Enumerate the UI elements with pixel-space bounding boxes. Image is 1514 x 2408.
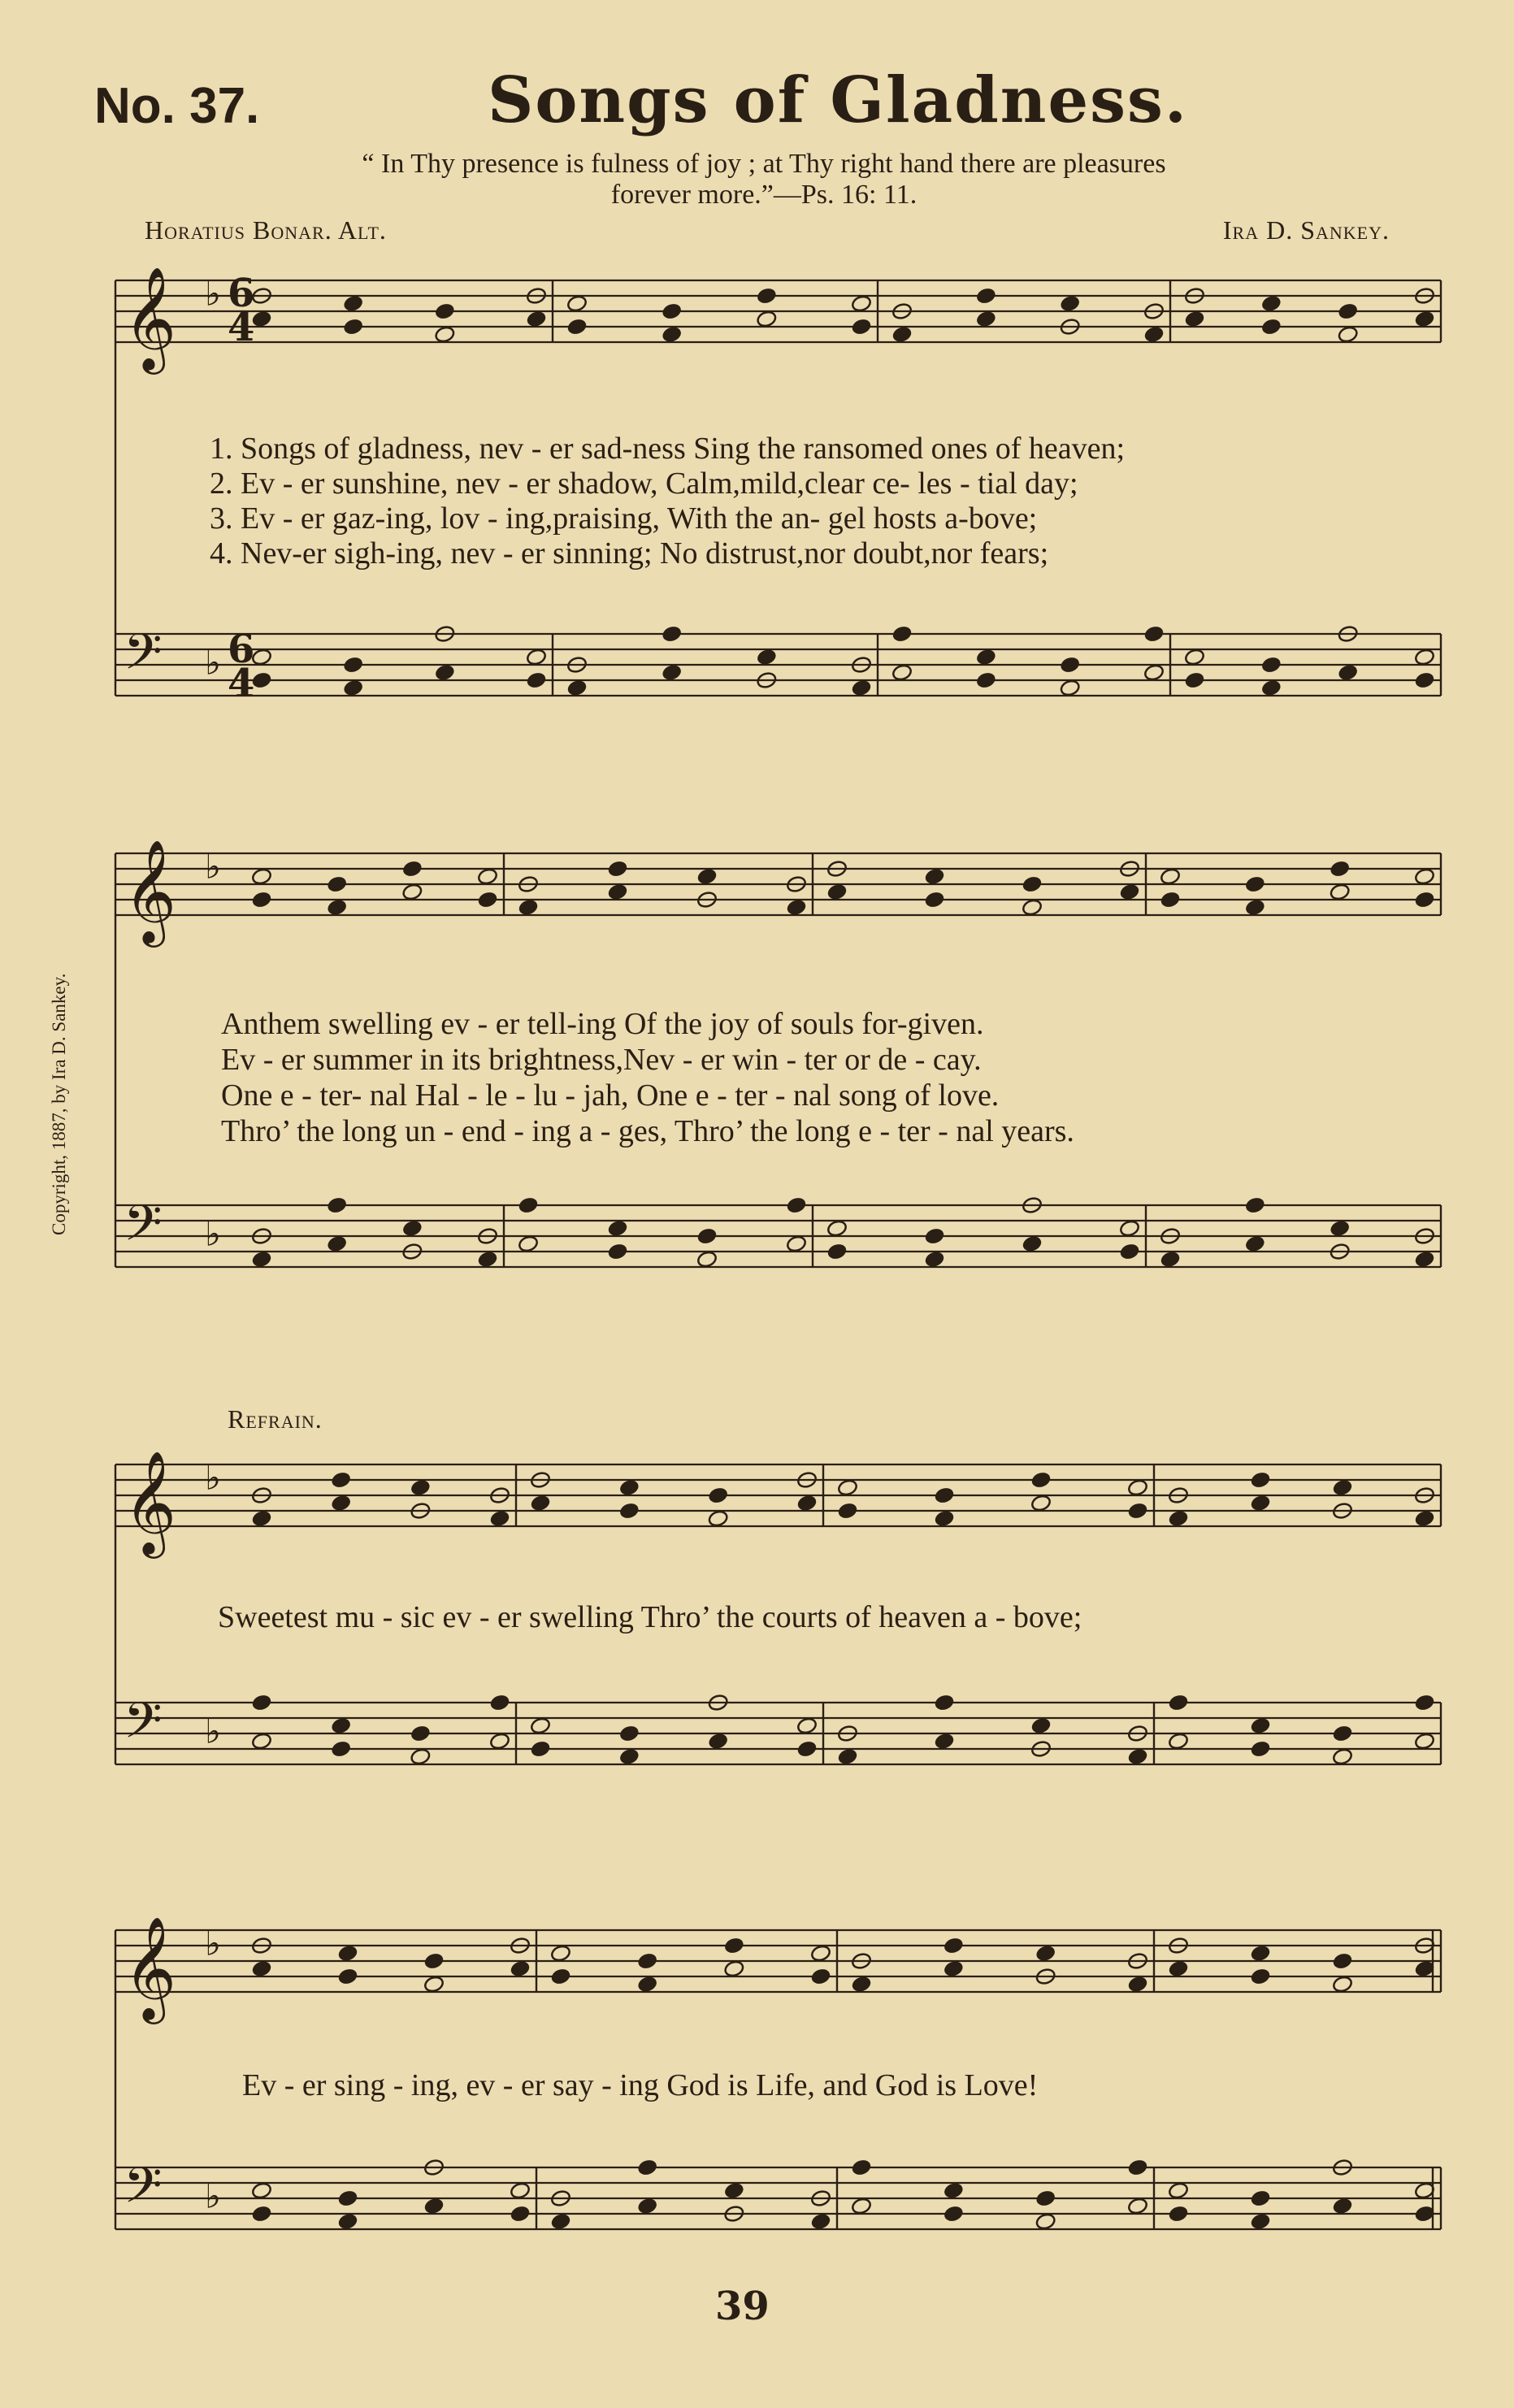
note-head — [1022, 875, 1043, 894]
note-head — [1022, 898, 1043, 917]
note-head — [637, 2197, 658, 2215]
note-head — [723, 2181, 744, 2200]
note-head — [1330, 860, 1351, 879]
note-head — [696, 1227, 718, 1246]
note-head — [810, 1944, 831, 1963]
note-head — [401, 1219, 423, 1238]
note-head — [343, 294, 364, 313]
note-head — [837, 1478, 858, 1497]
note-head — [251, 2181, 272, 2200]
note-head — [826, 883, 848, 901]
note-head — [1330, 1219, 1351, 1238]
note-head — [410, 1478, 431, 1497]
note-head — [566, 294, 588, 313]
note-head — [1332, 2197, 1353, 2215]
note-head — [1143, 625, 1165, 644]
note-head — [1414, 1250, 1435, 1269]
note-head — [1244, 898, 1265, 917]
treble-clef: 𝄞 — [124, 1450, 177, 1554]
copyright-notice: Copyright, 1887, by Ira D. Sankey. — [49, 973, 69, 1235]
note-head — [423, 2197, 445, 2215]
note-head — [510, 2181, 531, 2200]
note-head — [1060, 679, 1081, 697]
note-head — [251, 1509, 272, 1528]
epigraph-line-2: forever more.”—Ps. 16: 11. — [610, 180, 918, 210]
note-head — [1184, 648, 1205, 666]
page-number: 39 — [715, 2284, 770, 2329]
note-head — [891, 625, 913, 644]
note-head — [518, 1234, 539, 1253]
note-head — [696, 867, 718, 886]
note-head — [1168, 1959, 1189, 1978]
note-head — [637, 1975, 658, 1994]
note-head — [1127, 2159, 1148, 2177]
refrain-line-2: Ev - er sing - ing, ev - er say - ing God is Life, and God is Love! — [242, 2068, 1039, 2102]
note-head — [526, 310, 547, 328]
note-head — [934, 1694, 955, 1712]
note-head — [526, 648, 547, 666]
bass-clef: 𝄢 — [124, 1195, 163, 1265]
note-head — [1035, 1944, 1056, 1963]
note-head — [1030, 1494, 1052, 1512]
note-head — [837, 1502, 858, 1521]
note-head — [1035, 2212, 1056, 2231]
note-head — [1244, 1196, 1265, 1215]
note-head — [1127, 1975, 1148, 1994]
note-head — [337, 2212, 358, 2231]
note-head — [607, 860, 628, 879]
note-head — [796, 1740, 818, 1759]
note-head — [477, 1250, 498, 1269]
note-head — [1414, 867, 1435, 886]
note-head — [1332, 1975, 1353, 1994]
note-head — [251, 2205, 272, 2224]
note-head — [708, 1486, 729, 1505]
verse-1-line-1: 1. Songs of gladness, nev - er sad-ness Sing the ransomed ones of heaven; — [210, 432, 1126, 466]
note-head — [327, 898, 348, 917]
note-head — [851, 294, 872, 313]
note-head — [1414, 648, 1435, 666]
flat-key-signature: ♭ — [205, 2176, 221, 2216]
note-head — [837, 1747, 858, 1766]
note-head — [1250, 1716, 1271, 1735]
note-head — [662, 625, 683, 644]
note-head — [518, 1196, 539, 1215]
note-head — [1143, 663, 1165, 682]
flat-key-signature: ♭ — [205, 642, 221, 683]
note-head — [1244, 875, 1265, 894]
note-head — [1127, 1478, 1148, 1497]
hymn-number: No. 37. — [94, 78, 260, 134]
note-head — [1160, 891, 1181, 909]
note-head — [1119, 1243, 1140, 1261]
note-head — [1332, 1725, 1353, 1743]
note-head — [1330, 883, 1351, 901]
bass-clef: 𝄢 — [124, 2157, 163, 2227]
verse-2-line-1: 2. Ev - er sunshine, nev - er shadow, Calm,mild,clear ce- les - tial day; — [210, 466, 1078, 501]
note-head — [337, 2189, 358, 2208]
note-head — [343, 656, 364, 675]
note-head — [851, 2197, 872, 2215]
note-head — [331, 1716, 352, 1735]
note-head — [1332, 1952, 1353, 1971]
note-head — [924, 867, 945, 886]
note-head — [943, 1937, 964, 1955]
note-head — [1184, 671, 1205, 690]
note-head — [251, 1250, 272, 1269]
note-head — [1160, 1250, 1181, 1269]
note-head — [826, 1243, 848, 1261]
note-head — [550, 2212, 571, 2231]
note-head — [1332, 1747, 1353, 1766]
note-head — [1260, 656, 1282, 675]
note-head — [343, 679, 364, 697]
note-head — [786, 1196, 807, 1215]
note-head — [786, 1234, 807, 1253]
note-head — [786, 898, 807, 917]
note-head — [851, 679, 872, 697]
note-head — [434, 663, 455, 682]
note-head — [1168, 1732, 1189, 1751]
note-head — [708, 1732, 729, 1751]
note-head — [723, 1959, 744, 1978]
note-head — [1119, 1219, 1140, 1238]
note-head — [331, 1494, 352, 1512]
note-head — [924, 1250, 945, 1269]
note-head — [1250, 1471, 1271, 1490]
note-head — [1338, 302, 1359, 321]
note-head — [423, 1975, 445, 1994]
note-head — [1414, 1732, 1435, 1751]
flat-key-signature: ♭ — [205, 1213, 221, 1254]
note-head — [251, 867, 272, 886]
note-head — [1160, 867, 1181, 886]
note-head — [251, 1959, 272, 1978]
note-head — [975, 287, 996, 306]
note-head — [410, 1747, 431, 1766]
note-head — [607, 1243, 628, 1261]
note-head — [337, 1944, 358, 1963]
note-head — [1414, 310, 1435, 328]
note-head — [851, 318, 872, 336]
note-head — [618, 1747, 640, 1766]
treble-clef: 𝄞 — [124, 1916, 177, 2020]
note-head — [637, 2159, 658, 2177]
flat-key-signature: ♭ — [205, 1711, 221, 1751]
author-credit: Horatius Bonar. Alt. — [145, 215, 387, 245]
flat-key-signature: ♭ — [205, 846, 221, 887]
note-head — [1030, 1716, 1052, 1735]
bass-clef: 𝄢 — [124, 623, 163, 693]
note-head — [607, 883, 628, 901]
note-head — [934, 1509, 955, 1528]
note-head — [1127, 1747, 1148, 1766]
note-head — [1127, 2197, 1148, 2215]
note-head — [1119, 883, 1140, 901]
note-head — [1338, 663, 1359, 682]
note-head — [924, 891, 945, 909]
verse-3-line-2: One e - ter- nal Hal - le - lu - jah, One e - ter - nal song of love. — [221, 1078, 1000, 1113]
note-head — [851, 2159, 872, 2177]
note-head — [1168, 2205, 1189, 2224]
note-head — [1250, 1968, 1271, 1986]
note-head — [510, 2205, 531, 2224]
note-head — [526, 671, 547, 690]
note-head — [530, 1740, 551, 1759]
note-head — [826, 1219, 848, 1238]
note-head — [550, 1944, 571, 1963]
note-head — [489, 1694, 510, 1712]
note-head — [662, 325, 683, 344]
note-head — [401, 883, 423, 901]
note-head — [1250, 2189, 1271, 2208]
refrain-line-1: Sweetest mu - sic ev - er swelling Thro’ the courts of heaven a - bove; — [218, 1600, 1082, 1634]
note-head — [1250, 1740, 1271, 1759]
note-head — [1414, 671, 1435, 690]
note-head — [1414, 891, 1435, 909]
note-head — [1035, 2189, 1056, 2208]
note-head — [550, 1968, 571, 1986]
verse-3-line-1: 3. Ev - er gaz-ing, lov - ing,praising, With the an- gel hosts a-bove; — [210, 501, 1038, 536]
note-head — [1030, 1471, 1052, 1490]
note-head — [331, 1471, 352, 1490]
epigraph-line-1: “ In Thy presence is fulness of joy ; at Thy right hand there are pleasures — [362, 149, 1166, 179]
note-head — [327, 1196, 348, 1215]
note-head — [423, 1952, 445, 1971]
note-head — [1250, 1944, 1271, 1963]
note-head — [510, 1959, 531, 1978]
note-head — [489, 1509, 510, 1528]
note-head — [1244, 1234, 1265, 1253]
note-head — [1168, 1509, 1189, 1528]
note-head — [477, 867, 498, 886]
note-head — [530, 1716, 551, 1735]
time-signature-treble: 6 4 — [228, 271, 255, 350]
note-head — [434, 325, 455, 344]
note-head — [662, 663, 683, 682]
note-head — [1250, 1494, 1271, 1512]
note-head — [251, 1732, 272, 1751]
note-head — [708, 1509, 729, 1528]
note-head — [1250, 2212, 1271, 2231]
note-head — [924, 1227, 945, 1246]
note-head — [1414, 1509, 1435, 1528]
note-head — [477, 891, 498, 909]
bass-clef: 𝄢 — [124, 1692, 163, 1762]
note-head — [618, 1478, 640, 1497]
note-head — [607, 1219, 628, 1238]
note-head — [810, 2212, 831, 2231]
note-head — [401, 860, 423, 879]
note-head — [891, 325, 913, 344]
verse-4-line-2: Thro’ the long un - end - ing a - ges, Thro’ the long e - ter - nal years. — [221, 1114, 1074, 1148]
hymn-title: Songs of Gladness. — [488, 63, 1189, 137]
note-head — [337, 1968, 358, 1986]
note-head — [434, 302, 455, 321]
note-head — [489, 1732, 510, 1751]
note-head — [1332, 1478, 1353, 1497]
verse-4-line-1: 4. Nev-er sigh-ing, nev - er sinning; No distrust,nor doubt,nor fears; — [210, 536, 1049, 571]
note-head — [756, 648, 777, 666]
note-head — [756, 287, 777, 306]
note-head — [943, 2181, 964, 2200]
note-head — [566, 318, 588, 336]
composer-credit: Ira D. Sankey. — [1222, 215, 1390, 245]
note-head — [1260, 318, 1282, 336]
note-head — [1260, 294, 1282, 313]
flat-key-signature: ♭ — [205, 1923, 221, 1963]
note-head — [975, 648, 996, 666]
flat-key-signature: ♭ — [205, 273, 221, 314]
note-head — [1260, 679, 1282, 697]
note-head — [662, 302, 683, 321]
note-head — [251, 891, 272, 909]
note-head — [331, 1740, 352, 1759]
note-head — [618, 1725, 640, 1743]
note-head — [1060, 656, 1081, 675]
note-head — [934, 1732, 955, 1751]
note-head — [1168, 1694, 1189, 1712]
note-head — [1127, 1502, 1148, 1521]
note-head — [756, 310, 777, 328]
note-head — [1143, 325, 1165, 344]
note-head — [943, 1959, 964, 1978]
note-head — [810, 1968, 831, 1986]
note-head — [1414, 1694, 1435, 1712]
note-head — [1022, 1234, 1043, 1253]
refrain-label: Refrain. — [228, 1404, 323, 1434]
note-head — [891, 663, 913, 682]
note-head — [696, 1250, 718, 1269]
note-head — [251, 1694, 272, 1712]
note-head — [1060, 294, 1081, 313]
note-head — [796, 1494, 818, 1512]
note-head — [1184, 310, 1205, 328]
verse-2-line-2: Ev - er summer in its brightness,Nev - er win - ter or de - cay. — [221, 1043, 982, 1077]
note-head — [796, 1716, 818, 1735]
note-head — [1338, 325, 1359, 344]
note-head — [618, 1502, 640, 1521]
note-head — [934, 1486, 955, 1505]
note-head — [975, 310, 996, 328]
note-head — [327, 1234, 348, 1253]
note-head — [518, 898, 539, 917]
note-head — [327, 875, 348, 894]
note-head — [566, 679, 588, 697]
note-head — [1168, 2181, 1189, 2200]
note-head — [851, 1975, 872, 1994]
time-signature-bass: 6 4 — [228, 627, 255, 706]
note-head — [410, 1725, 431, 1743]
note-head — [637, 1952, 658, 1971]
note-head — [975, 671, 996, 690]
note-head — [943, 2205, 964, 2224]
treble-clef: 𝄞 — [124, 266, 177, 370]
note-head — [723, 1937, 744, 1955]
treble-clef: 𝄞 — [124, 839, 177, 943]
note-head — [343, 318, 364, 336]
flat-key-signature: ♭ — [205, 1457, 221, 1498]
note-head — [530, 1494, 551, 1512]
verse-1-line-2: Anthem swelling ev - er tell-ing Of the joy of souls for-given. — [221, 1007, 984, 1041]
